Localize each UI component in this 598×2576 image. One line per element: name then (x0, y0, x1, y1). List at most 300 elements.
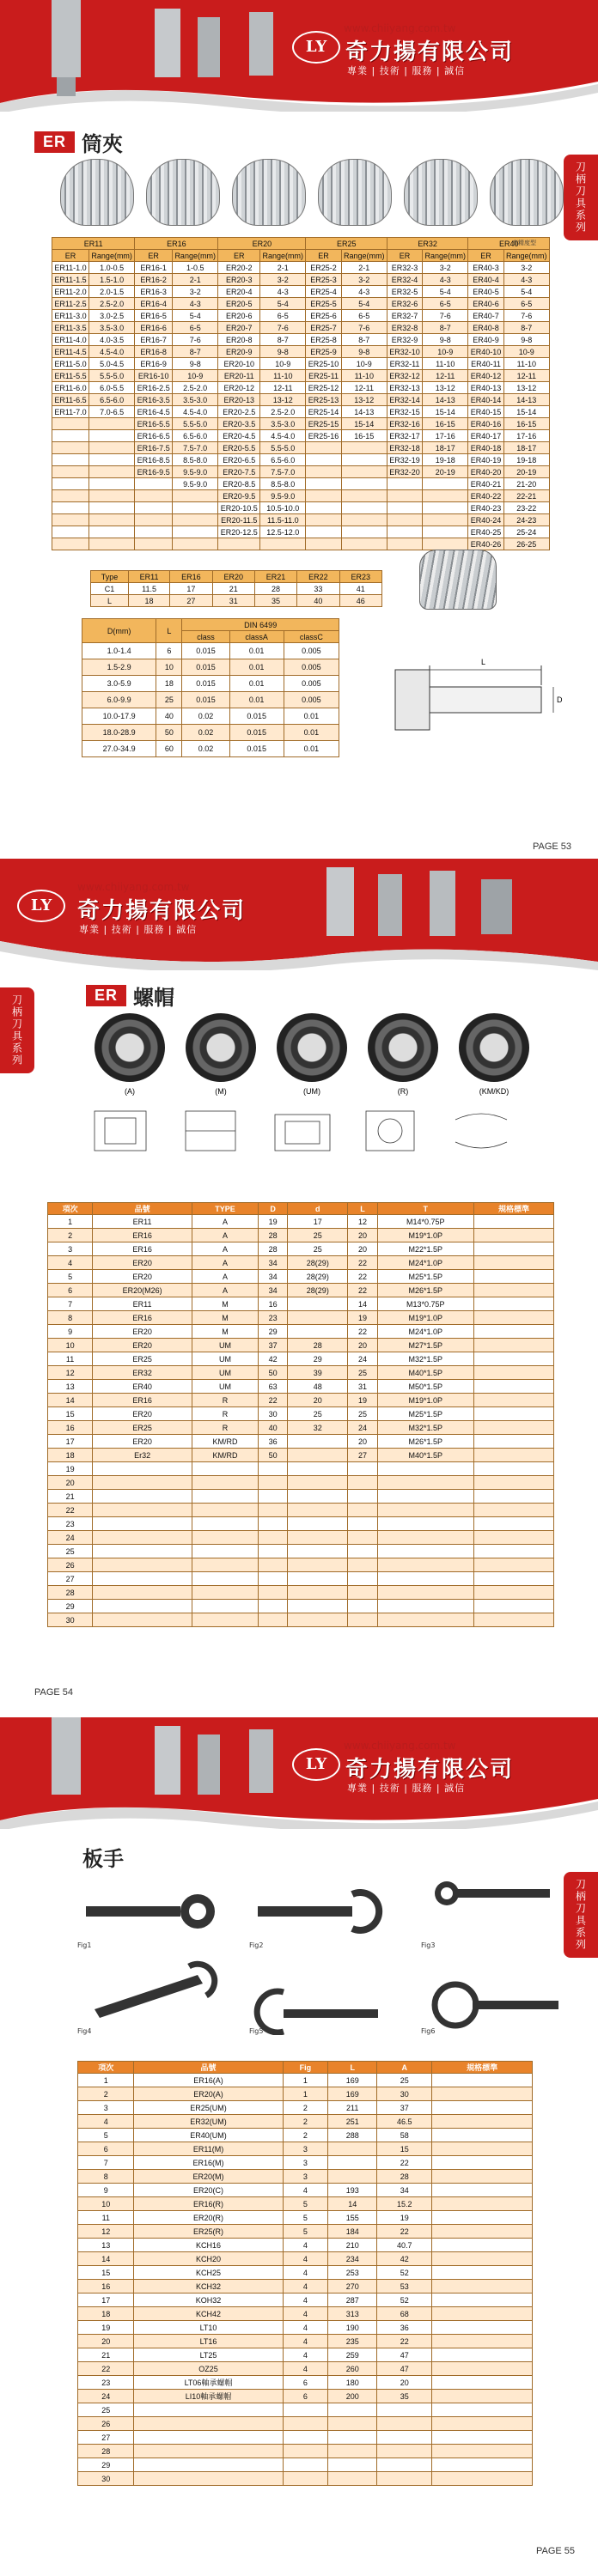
table-row (78, 2390, 533, 2403)
table-cell: ER11 (93, 1297, 192, 1311)
table-cell: ER32-20 (387, 466, 422, 478)
table-cell: KCH20 (134, 2252, 283, 2266)
table-cell: 6-5 (260, 310, 306, 322)
table-cell: 22 (377, 2156, 432, 2170)
side-category-tab: 刀柄刀具系列 (564, 1872, 598, 1958)
table-cell (432, 2403, 533, 2417)
table-cell: 34 (377, 2184, 432, 2197)
table-cell: 8.5-8.0 (173, 454, 218, 466)
table-cell: 5-4 (173, 310, 218, 322)
table-cell: M25*1.5P (377, 1407, 473, 1421)
table-cell: 46 (339, 595, 381, 607)
table-cell (473, 1572, 553, 1586)
table-cell: KCH42 (134, 2307, 283, 2321)
table-cell: 42 (259, 1352, 288, 1366)
nut-col-header: d (288, 1203, 348, 1215)
table-cell (173, 502, 218, 514)
table-cell (473, 1380, 553, 1394)
table-cell: 12-11 (503, 370, 549, 382)
table-cell: UM (192, 1339, 258, 1352)
table-cell: ER25-12 (306, 382, 341, 394)
table-cell: 4-3 (341, 286, 387, 298)
table-cell: ER40-18 (468, 442, 503, 454)
table-cell: 60 (156, 741, 182, 757)
standard-label: 高精度型 (512, 240, 536, 246)
table-row (48, 1229, 554, 1242)
table-cell (288, 1476, 348, 1490)
table-cell (432, 2252, 533, 2266)
table-cell (52, 418, 89, 430)
table-cell (473, 1297, 553, 1311)
table-cell (260, 538, 306, 550)
table-cell: ER20-6.5 (218, 454, 260, 466)
table-cell (377, 1531, 473, 1545)
table-cell: 9-8 (260, 346, 306, 358)
table-cell: 6.5-6.0 (260, 454, 306, 466)
table-cell: 17 (170, 583, 212, 595)
table-cell: 23 (48, 1517, 93, 1531)
table-cell: A (192, 1284, 258, 1297)
table-cell: 33 (297, 583, 339, 595)
table-cell: 30 (48, 1613, 93, 1627)
table-cell (134, 2431, 283, 2445)
website-url[interactable]: www.chiiyang.com.tw (344, 22, 456, 34)
table-cell: 18-17 (423, 442, 468, 454)
table-cell: ER11-5.0 (52, 358, 89, 370)
table-cell: 259 (328, 2348, 377, 2362)
table-cell: 270 (328, 2280, 377, 2293)
table-row (78, 2445, 533, 2458)
table-cell: 4-3 (260, 286, 306, 298)
wrench-icon (421, 1872, 567, 1949)
collet-col-range: Range(mm) (423, 250, 468, 262)
table-cell (288, 1325, 348, 1339)
table-cell: 2-1 (341, 262, 387, 274)
table-cell: 4-3 (173, 298, 218, 310)
table-cell (259, 1586, 288, 1600)
table-cell (192, 1613, 258, 1627)
table-cell: 40 (297, 595, 339, 607)
table-cell (387, 478, 422, 490)
table-cell: 9-8 (173, 358, 218, 370)
table-cell: ER20-4 (218, 286, 260, 298)
table-cell: ER11-7.0 (52, 406, 89, 418)
figure-label: Fig1 (77, 1941, 92, 1949)
table-cell (259, 1490, 288, 1504)
table-cell: 19-18 (503, 454, 549, 466)
table-cell: 6-5 (173, 322, 218, 334)
table-cell: ER25-4 (306, 286, 341, 298)
table-cell (328, 2445, 377, 2458)
table-cell: ER11-2.0 (52, 286, 89, 298)
figure-label: Fig2 (249, 1941, 264, 1949)
table-cell: ER40-25 (468, 526, 503, 538)
table-cell (283, 2431, 328, 2445)
table-cell (135, 502, 173, 514)
catalog-page-55 (0, 1717, 598, 2576)
type-col-header: ER20 (212, 571, 254, 583)
table-cell (348, 1572, 377, 1586)
table-cell: 5 (48, 1270, 93, 1284)
table-cell (432, 2280, 533, 2293)
table-row (48, 1339, 554, 1352)
table-cell: 5 (283, 2225, 328, 2239)
table-row (78, 2348, 533, 2362)
table-row (48, 1545, 554, 1558)
table-cell: 235 (328, 2335, 377, 2348)
table-cell: 6-5 (423, 298, 468, 310)
din-standard: DIN 6499 (182, 619, 339, 631)
table-cell: 6 (48, 1284, 93, 1297)
table-cell: ER16(A) (134, 2074, 283, 2087)
collet-image (318, 159, 392, 226)
table-cell: 10-9 (341, 358, 387, 370)
table-cell: 211 (328, 2101, 377, 2115)
table-cell: 7-6 (423, 310, 468, 322)
table-cell: ER40 (93, 1380, 192, 1394)
table-cell: 29 (78, 2458, 134, 2472)
table-cell (432, 2431, 533, 2445)
page-number: PAGE 53 (533, 841, 572, 852)
table-cell: 15 (48, 1407, 93, 1421)
table-row (78, 2129, 533, 2142)
table-cell: 28(29) (288, 1284, 348, 1297)
table-row (78, 2156, 533, 2170)
wrench-icon (421, 1958, 567, 2035)
table-cell: 7-6 (503, 310, 549, 322)
table-row (52, 262, 550, 274)
table-cell: ER20(M) (134, 2170, 283, 2184)
table-cell (288, 1600, 348, 1613)
table-cell: 5 (283, 2211, 328, 2225)
wrench-figure (77, 1958, 223, 2035)
table-cell: 3-2 (423, 262, 468, 274)
website-url[interactable]: www.chiiyang.com.tw (77, 881, 190, 893)
section-title-text: 筒夾 (82, 132, 124, 156)
table-cell: M (192, 1311, 258, 1325)
table-cell: 5-4 (341, 298, 387, 310)
page-banner (0, 1717, 598, 1829)
table-cell: 20-19 (423, 466, 468, 478)
table-cell: 25 (156, 692, 182, 708)
table-cell: ER16(R) (134, 2197, 283, 2211)
table-cell: 19 (348, 1394, 377, 1407)
table-row (78, 2280, 533, 2293)
table-cell: 0.015 (182, 692, 229, 708)
table-cell: ER40-8 (468, 322, 503, 334)
table-cell (93, 1558, 192, 1572)
table-cell: ER16-6 (135, 322, 173, 334)
table-cell (432, 2348, 533, 2362)
table-cell: LT10 (134, 2321, 283, 2335)
drawing-label-l: L (481, 658, 486, 666)
table-cell: 9-8 (503, 334, 549, 346)
table-cell (432, 2225, 533, 2239)
table-row (91, 595, 382, 607)
table-cell: 28(29) (288, 1256, 348, 1270)
table-cell: A (192, 1242, 258, 1256)
table-cell (341, 514, 387, 526)
table-row (48, 1394, 554, 1407)
table-cell: ER25-6 (306, 310, 341, 322)
table-cell: KCH25 (134, 2266, 283, 2280)
table-cell: 2-1 (173, 274, 218, 286)
table-cell: ER32(UM) (134, 2115, 283, 2129)
table-row (52, 394, 550, 406)
table-cell: ER16-3 (135, 286, 173, 298)
table-cell: 4 (283, 2184, 328, 2197)
table-cell: 14 (48, 1394, 93, 1407)
page-number: PAGE 55 (536, 2546, 576, 2556)
table-row (78, 2431, 533, 2445)
table-cell (173, 538, 218, 550)
table-cell: 14-13 (341, 406, 387, 418)
table-cell: M25*1.5P (377, 1270, 473, 1284)
table-cell: 35 (254, 595, 296, 607)
table-cell: ER25-5 (306, 298, 341, 310)
wrench-col-header: A (377, 2062, 432, 2074)
table-row (91, 583, 382, 595)
table-cell: 25 (78, 2403, 134, 2417)
type-col-header: Type (91, 571, 129, 583)
company-logo: LY (292, 31, 340, 64)
table-cell (288, 1462, 348, 1476)
catalog-page-54 (0, 859, 598, 1717)
table-cell: ER20 (93, 1435, 192, 1449)
table-cell: 3.0-2.5 (89, 310, 135, 322)
table-cell: LT06軸承螺帽 (134, 2376, 283, 2390)
table-cell: 6-5 (341, 310, 387, 322)
table-cell: 25 (48, 1545, 93, 1558)
table-cell: A (192, 1229, 258, 1242)
table-cell: R (192, 1407, 258, 1421)
table-cell: 17-16 (423, 430, 468, 442)
table-cell (52, 490, 89, 502)
table-cell: 15-14 (503, 406, 549, 418)
table-cell (328, 2403, 377, 2417)
table-cell: 25 (377, 2074, 432, 2087)
table-cell: 260 (328, 2362, 377, 2376)
table-cell (283, 2403, 328, 2417)
table-cell: 34 (259, 1284, 288, 1297)
table-cell: 20 (288, 1394, 348, 1407)
table-cell (288, 1311, 348, 1325)
table-cell: ER11-3.0 (52, 310, 89, 322)
table-cell (134, 2445, 283, 2458)
table-cell: 28(29) (288, 1270, 348, 1284)
table-cell (288, 1449, 348, 1462)
table-cell: A (192, 1270, 258, 1284)
table-cell: 25 (288, 1229, 348, 1242)
nut-image (186, 1013, 256, 1082)
table-cell: 1.5-1.0 (89, 274, 135, 286)
table-cell: 7 (48, 1297, 93, 1311)
table-cell: 42 (377, 2252, 432, 2266)
table-cell: 20 (377, 2376, 432, 2390)
table-cell: ER40-12 (468, 370, 503, 382)
table-cell: ER25-16 (306, 430, 341, 442)
table-cell: 8-7 (173, 346, 218, 358)
table-cell: 0.02 (182, 708, 229, 725)
table-cell: M26*1.5P (377, 1435, 473, 1449)
table-cell: 7.0-6.5 (89, 406, 135, 418)
table-cell: 28 (78, 2445, 134, 2458)
table-cell (432, 2362, 533, 2376)
table-cell (328, 2156, 377, 2170)
nut-col-header: 規格標準 (473, 1203, 553, 1215)
type-col-header: ER23 (339, 571, 381, 583)
table-cell: 16 (78, 2280, 134, 2293)
table-cell (432, 2376, 533, 2390)
table-cell: ER32-6 (387, 298, 422, 310)
table-cell: M32*1.5P (377, 1352, 473, 1366)
table-cell: 180 (328, 2376, 377, 2390)
table-cell (473, 1476, 553, 1490)
table-cell (288, 1558, 348, 1572)
table-cell (473, 1352, 553, 1366)
wrench-col-header: L (328, 2062, 377, 2074)
table-cell: 16-15 (503, 418, 549, 430)
table-cell (423, 538, 468, 550)
table-cell: ER20-7.5 (218, 466, 260, 478)
din-sub-header: class (182, 631, 229, 643)
table-cell: 18-17 (503, 442, 549, 454)
table-cell: C1 (91, 583, 129, 595)
table-cell (432, 2170, 533, 2184)
table-cell: ER16-8 (135, 346, 173, 358)
table-row (48, 1270, 554, 1284)
catalog-page-53 (0, 0, 598, 859)
collet-col-er: ER (218, 250, 260, 262)
table-cell: 8-7 (503, 322, 549, 334)
table-cell: ER16-2.5 (135, 382, 173, 394)
table-cell: 19 (377, 2211, 432, 2225)
table-cell: 10-9 (423, 346, 468, 358)
table-cell: ER20-5 (218, 298, 260, 310)
table-row (48, 1517, 554, 1531)
table-cell: 28 (377, 2170, 432, 2184)
wrench-figure (249, 1958, 395, 2035)
table-cell: 17-16 (503, 430, 549, 442)
table-cell: ER11-3.5 (52, 322, 89, 334)
table-cell: 11.5-11.0 (260, 514, 306, 526)
table-cell (328, 2142, 377, 2156)
table-cell (423, 478, 468, 490)
table-cell: ER20-9 (218, 346, 260, 358)
table-cell (52, 430, 89, 442)
table-cell: ER11-5.5 (52, 370, 89, 382)
table-cell: 29 (288, 1352, 348, 1366)
table-cell: ER11-6.0 (52, 382, 89, 394)
table-cell: 16-15 (423, 418, 468, 430)
table-cell: 0.01 (284, 708, 339, 725)
table-cell: 8 (48, 1311, 93, 1325)
table-cell: 3-2 (341, 274, 387, 286)
table-cell (432, 2087, 533, 2101)
table-cell: 3.5-3.0 (260, 418, 306, 430)
table-cell (348, 1490, 377, 1504)
collet-range-table (52, 237, 550, 550)
table-cell: 2 (283, 2129, 328, 2142)
table-cell (52, 478, 89, 490)
table-cell (387, 502, 422, 514)
table-cell: ER32-8 (387, 322, 422, 334)
table-row (82, 643, 339, 659)
table-cell (341, 478, 387, 490)
nut-type-label: (UM) (303, 1087, 320, 1096)
table-row (78, 2170, 533, 2184)
table-cell (288, 1504, 348, 1517)
table-row (52, 442, 550, 454)
table-row (78, 2403, 533, 2417)
table-cell: 288 (328, 2129, 377, 2142)
website-url[interactable]: www.chiiyang.com.tw (344, 1740, 456, 1752)
table-cell (432, 2445, 533, 2458)
table-cell: LI10軸承螺帽 (134, 2390, 283, 2403)
table-cell: 1 (283, 2074, 328, 2087)
table-cell (377, 1476, 473, 1490)
table-cell: 7-6 (341, 322, 387, 334)
wrench-icon (249, 1872, 395, 1949)
table-cell (473, 1325, 553, 1339)
table-cell: 12 (48, 1366, 93, 1380)
table-cell: 17 (48, 1435, 93, 1449)
table-cell: 3-2 (503, 262, 549, 274)
nut-photos (95, 1013, 529, 1082)
nut-type-label: (M) (215, 1087, 227, 1096)
table-cell (52, 502, 89, 514)
table-cell (387, 514, 422, 526)
table-cell (89, 490, 135, 502)
table-cell: 3-2 (260, 274, 306, 286)
table-cell: 3.5-3.0 (173, 394, 218, 406)
table-cell: 3 (78, 2101, 134, 2115)
table-cell: 0.015 (229, 725, 284, 741)
table-cell: KCH16 (134, 2239, 283, 2252)
table-cell: 287 (328, 2293, 377, 2307)
table-cell (259, 1572, 288, 1586)
table-cell (473, 1229, 553, 1242)
table-cell (377, 1545, 473, 1558)
table-cell: M19*1.0P (377, 1394, 473, 1407)
table-cell (288, 1531, 348, 1545)
table-cell (473, 1242, 553, 1256)
table-cell (306, 526, 341, 538)
table-cell: 0.01 (229, 659, 284, 676)
table-cell: ER25-2 (306, 262, 341, 274)
table-cell: 2 (283, 2101, 328, 2115)
table-cell (89, 538, 135, 550)
table-cell: ER32 (93, 1366, 192, 1380)
table-cell: 25 (348, 1407, 377, 1421)
table-cell: ER11(M) (134, 2142, 283, 2156)
table-row (78, 2472, 533, 2486)
table-cell (89, 466, 135, 478)
table-cell (473, 1421, 553, 1435)
table-cell: 4 (283, 2239, 328, 2252)
table-cell: 15 (377, 2142, 432, 2156)
table-cell: A (192, 1256, 258, 1270)
table-cell (218, 538, 260, 550)
table-cell: 8-7 (341, 334, 387, 346)
type-col-header: ER11 (128, 571, 169, 583)
table-cell (473, 1504, 553, 1517)
table-cell (377, 1586, 473, 1600)
table-cell: 47 (377, 2362, 432, 2376)
table-cell (192, 1476, 258, 1490)
table-cell: M13*0.75P (377, 1297, 473, 1311)
table-cell: ER16-8.5 (135, 454, 173, 466)
